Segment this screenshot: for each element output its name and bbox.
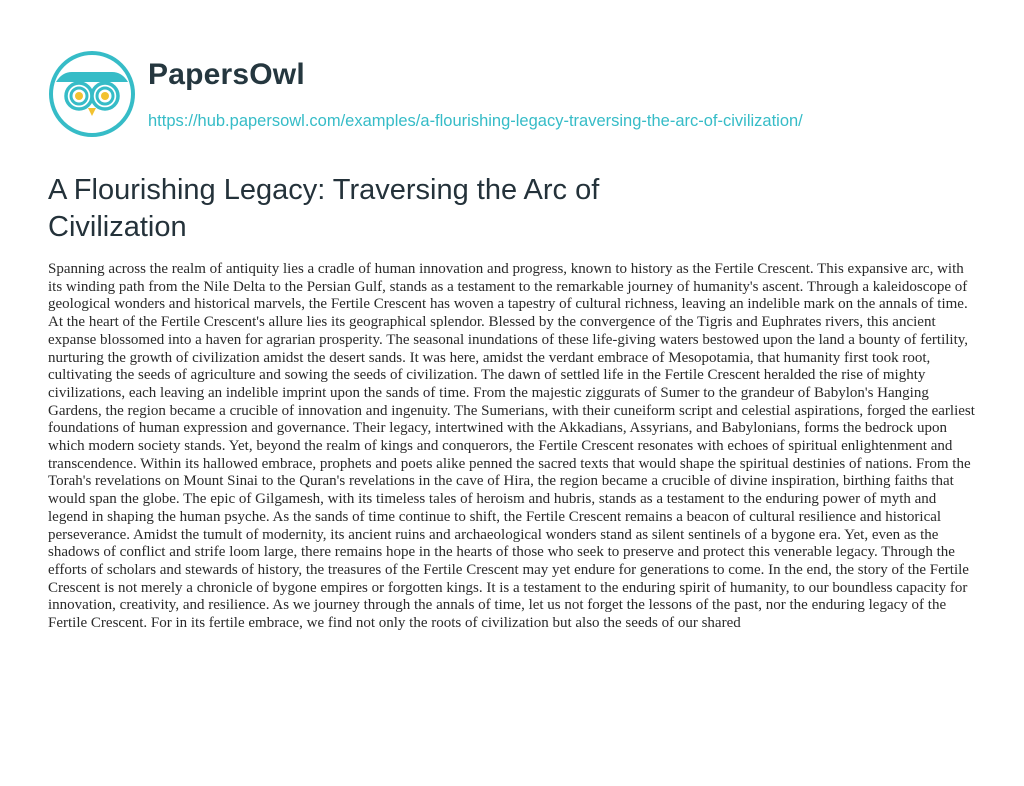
essay-body: Spanning across the realm of antiquity lies a cradle of human innovation and progress, known to history as the Fertile Crescent. This expansive arc, with its winding path from the Nile Delta to the Persian Gulf, stands as a testament to the remarkable journey of humanity's ascent. Through a kaleidoscope of geological wonders and historical marvels, the Fertile Crescent has woven a tapestry of cultural richness, leaving an indelible mark on the annals of time. At the heart of the Fertile Crescent's allure lies its geographical splendor. Blessed by the convergence of the Tigris and Euphrates rivers, this ancient expanse blossomed into a haven for agrarian prosperity. The seasonal inundations of these life-giving waters bestowed upon the land a bounty of fertility, nurturing the growth of civilization amidst the desert sands. It was here, amidst the verdant embrace of Mesopotamia, that humanity first took root, cultivating the seeds of agriculture and sowing the seeds of civilization. The dawn of settled life in the Fertile Crescent heralded the rise of mighty civilizations, each leaving an indelible imprint upon the sands of time. From the majestic ziggurats of Sumer to the grandeur of Babylon's Hanging Gardens, the region became a crucible of innovation and ingenuity. The Sumerians, with their cuneiform script and celestial aspirations, forged the earliest foundations of human expression and governance. Their legacy, intertwined with the Akkadians, Assyrians, and Babylonians, forms the bedrock upon which modern society stands. Yet, beyond the realm of kings and conquerors, the Fertile Crescent resonates with echoes of spiritual enlightenment and transcendence. Within its hallowed embrace, prophets and poets alike penned the sacred texts that would shape the spiritual destinies of nations. From the Torah's revelations on Mount Sinai to the Quran's revelations in the cave of Hira, the region became a crucible of divine inspiration, birthing faiths that would span the globe. The epic of Gilgamesh, with its timeless tales of heroism and hubris, stands as a testament to the enduring power of myth and legend in shaping the human psyche. As the sands of time continue to shift, the Fertile Crescent remains a beacon of cultural resilience and historical perseverance. Amidst the tumult of modernity, its ancient ruins and archaeological wonders stand as silent sentinels of a bygone era. Yet, even as the shadows of conflict and strife loom large, there remains hope in the hearts of those who seek to preserve and protect this venerable legacy. Through the efforts of scholars and stewards of history, the treasures of the Fertile Crescent may yet endure for generations to come. In the end, the story of the Fertile Crescent is not merely a chronicle of bygone empires or forgotten kings. It is a testament to the enduring spirit of humanity, to our boundless capacity for innovation, creativity, and resilience. As we journey through the annals of time, let us not forget the lessons of the past, nor the enduring legacy of the Fertile Crescent. For in its fertile embrace, we find not only the roots of civilization but also the seeds of our shared bbox=[48, 261, 975, 632]
source-url-link[interactable]: https://hub.papersowl.com/examples/a-flourishing-legacy-traversing-the-arc-of-civilization/ bbox=[148, 112, 803, 130]
page-title: A Flourishing Legacy: Traversing the Arc of Civilization bbox=[48, 174, 600, 243]
site-header bbox=[48, 50, 803, 138]
brand-name[interactable]: PapersOwl bbox=[148, 58, 305, 91]
brand-block bbox=[148, 50, 803, 131]
owl-face-icon[interactable] bbox=[48, 50, 136, 138]
